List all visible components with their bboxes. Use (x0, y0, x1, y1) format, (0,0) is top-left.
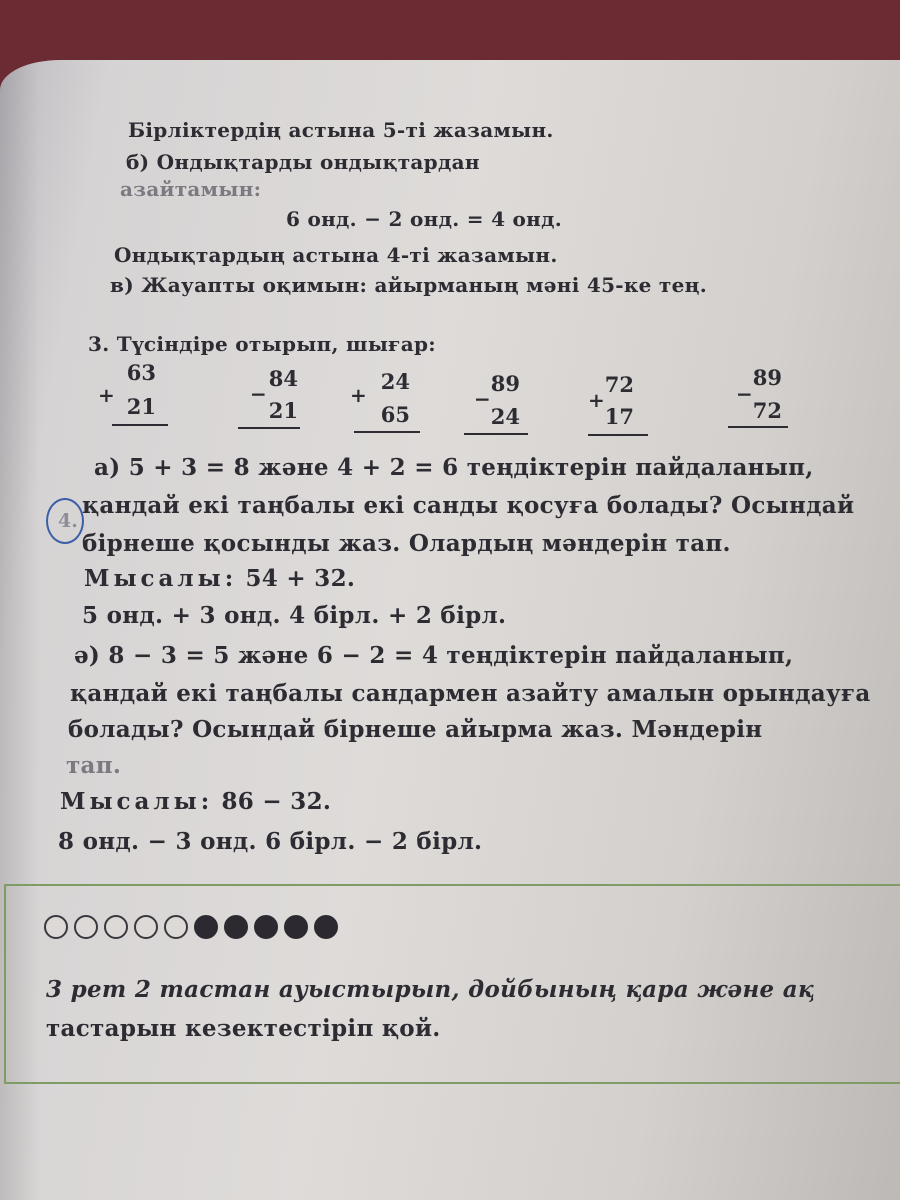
plus-sign: + (98, 383, 115, 407)
example-value: 54 + 32. (245, 565, 356, 592)
example-breakdown: 8 онд. − 3 онд. 6 бірл. − 2 бірл. (58, 828, 483, 855)
black-checker-icon (314, 915, 338, 939)
top-number: 89 (490, 371, 520, 396)
equation: 6 онд. − 2 онд. = 4 онд. (286, 207, 563, 231)
bottom-number: 65 (380, 402, 410, 427)
text-line: в) Жауапты оқимын: айырманың мәні 45-ке тең. (110, 273, 707, 297)
result-line (464, 433, 528, 435)
text-line: азайтамын: (120, 177, 262, 201)
example-breakdown: 5 онд. + 3 онд. 4 бірл. + 2 бірл. (82, 602, 507, 629)
text-line: б) Ондықтарды ондықтардан (126, 150, 480, 174)
minus-sign: − (474, 387, 491, 411)
plus-sign: + (588, 388, 605, 412)
example-value: 86 − 32. (221, 788, 332, 815)
black-checker-icon (254, 915, 278, 939)
textbook-page (0, 60, 900, 1200)
minus-sign: − (250, 382, 267, 406)
puzzle-line: тастарын кезектестіріп қой. (46, 1015, 441, 1042)
text-line: қандай екі таңбалы сандармен азайту амалын орындауға (70, 680, 871, 707)
white-checker-icon (74, 915, 98, 939)
result-line (728, 426, 788, 428)
text-line: болады? Осындай бірнеше айырма жаз. Мәндерін (68, 716, 763, 743)
example-line (60, 788, 331, 815)
top-number: 89 (752, 365, 782, 390)
top-number: 84 (268, 366, 298, 391)
text-line: а) 5 + 3 = 8 және 4 + 2 = 6 теңдіктерін пайдаланып, (94, 454, 814, 481)
white-checker-icon (134, 915, 158, 939)
text-line: тап. (66, 752, 122, 779)
black-checker-icon (284, 915, 308, 939)
result-line (238, 427, 300, 429)
result-line (354, 431, 420, 433)
white-checker-icon (44, 915, 68, 939)
minus-sign: − (736, 382, 753, 406)
bottom-number: 24 (490, 404, 520, 429)
bottom-number: 21 (126, 394, 156, 419)
example-label: Мысалы: (84, 565, 238, 592)
text-line: Бірліктердің астына 5-ті жазамын. (128, 118, 554, 142)
result-line (588, 434, 648, 436)
puzzle-line: 3 рет 2 тастан ауыстырып, дойбының қара және ақ (46, 976, 815, 1003)
bottom-number: 17 (604, 404, 634, 429)
black-checker-icon (224, 915, 248, 939)
bottom-number: 21 (268, 398, 298, 423)
text-line: ә) 8 − 3 = 5 және 6 − 2 = 4 теңдіктерін пайдаланып, (74, 642, 794, 669)
task4-number: 4. (58, 510, 78, 532)
example-line (84, 565, 355, 592)
text-line: бірнеше қосынды жаз. Олардың мәндерін тап. (82, 530, 731, 557)
example-label: Мысалы: (60, 788, 214, 815)
white-checker-icon (104, 915, 128, 939)
top-number: 24 (380, 369, 410, 394)
top-number: 63 (126, 360, 156, 385)
white-checker-icon (164, 915, 188, 939)
black-checker-icon (194, 915, 218, 939)
checker-dots-row (44, 915, 338, 939)
text-line: қандай екі таңбалы екі санды қосуға болады? Осындай (82, 492, 855, 519)
top-number: 72 (604, 372, 634, 397)
result-line (112, 424, 168, 426)
task3-heading: 3. Түсіндіре отырып, шығар: (88, 332, 436, 356)
text-line: Ондықтардың астына 4-ті жазамын. (114, 243, 558, 267)
plus-sign: + (350, 383, 367, 407)
bottom-number: 72 (752, 398, 782, 423)
